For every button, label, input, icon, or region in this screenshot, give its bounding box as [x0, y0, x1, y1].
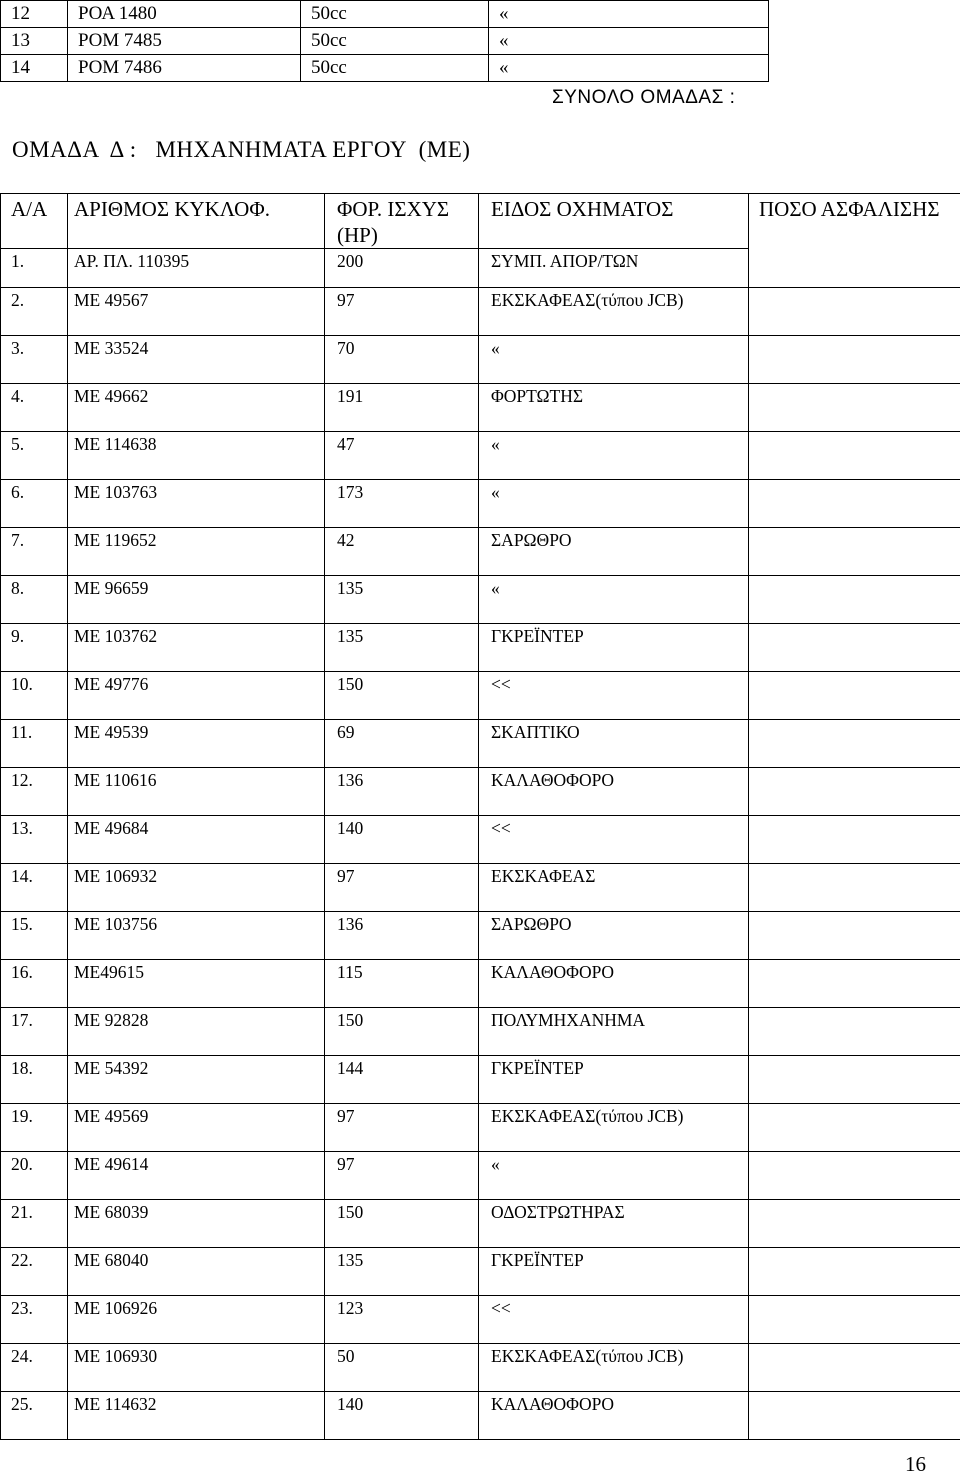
group-total-label: ΣΥΝΟΛΟ ΟΜΑΔΑΣ : — [552, 87, 735, 109]
registration-cell: ΜΕ 92828 — [68, 1008, 325, 1056]
registration-cell: ΜΕ 106926 — [68, 1296, 325, 1344]
insured-amount-cell — [749, 1056, 960, 1104]
horsepower-cell: 150 — [325, 1200, 479, 1248]
registration-cell: ΜΕ 49614 — [68, 1152, 325, 1200]
table-row — [1, 384, 960, 432]
engine-capacity-cell: 50cc — [301, 28, 489, 55]
registration-cell: ΜΕ 106932 — [68, 864, 325, 912]
row-num-cell: 13. — [1, 816, 68, 864]
row-num-cell: 12. — [1, 768, 68, 816]
previous-group-row — [1, 1, 769, 28]
table-row — [1, 576, 960, 624]
row-num-cell: 8. — [1, 576, 68, 624]
registration-cell: ΜΕ 49569 — [68, 1104, 325, 1152]
horsepower-cell: 42 — [325, 528, 479, 576]
insured-amount-cell — [749, 576, 960, 624]
registration-cell: ΡΟΜ 7485 — [68, 28, 301, 55]
registration-cell: ΜΕ 49539 — [68, 720, 325, 768]
insured-amount-cell — [749, 1104, 960, 1152]
vehicle-type-cell: ΦΟΡΤΩΤΗΣ — [479, 384, 749, 432]
vehicle-type-cell: ΣΥΜΠ. ΑΠΟΡ/ΤΩΝ — [479, 249, 749, 288]
table-row — [1, 1200, 960, 1248]
table-row — [1, 816, 960, 864]
row-num-cell: 22. — [1, 1248, 68, 1296]
horsepower-cell: 140 — [325, 1392, 479, 1440]
header-horsepower: ΦΟΡ. ΙΣΧΥΣ (HP) — [325, 194, 479, 249]
horsepower-cell: 135 — [325, 576, 479, 624]
insured-amount-cell — [749, 1296, 960, 1344]
insured-amount-cell — [749, 336, 960, 384]
row-num-cell: 4. — [1, 384, 68, 432]
header-registration: ΑΡΙΘΜΟΣ ΚΥΚΛΟΦ. — [68, 194, 325, 249]
row-num-cell: 9. — [1, 624, 68, 672]
row-num-cell: 25. — [1, 1392, 68, 1440]
insured-amount-cell — [749, 1392, 960, 1440]
horsepower-cell: 173 — [325, 480, 479, 528]
table-row — [1, 1104, 960, 1152]
row-num-cell: 1. — [1, 249, 68, 288]
previous-group-row — [1, 55, 769, 82]
horsepower-cell: 135 — [325, 1248, 479, 1296]
insured-amount-cell — [749, 864, 960, 912]
registration-cell: ΜΕ 103756 — [68, 912, 325, 960]
horsepower-cell: 97 — [325, 1152, 479, 1200]
engine-capacity-cell: 50cc — [301, 1, 489, 28]
registration-cell: ΜΕ 54392 — [68, 1056, 325, 1104]
vehicle-type-cell: ΕΚΣΚΑΦΕΑΣ(τύπου JCB) — [479, 1344, 749, 1392]
vehicle-type-cell: « — [479, 480, 749, 528]
vehicle-type-cell: « — [479, 336, 749, 384]
table-row — [1, 672, 960, 720]
row-num-cell: 15. — [1, 912, 68, 960]
vehicle-type-cell: << — [479, 1296, 749, 1344]
table-header-row — [1, 194, 960, 249]
insured-amount-cell — [749, 528, 960, 576]
header-vehicle-type: ΕΙΔΟΣ ΟΧΗΜΑΤΟΣ — [479, 194, 749, 249]
row-num-cell: 18. — [1, 1056, 68, 1104]
row-num-cell: 21. — [1, 1200, 68, 1248]
registration-cell: ΜΕ 103762 — [68, 624, 325, 672]
vehicle-type-cell: ΚΑΛΑΘΟΦΟΡΟ — [479, 1392, 749, 1440]
registration-cell: ΜΕ 106930 — [68, 1344, 325, 1392]
previous-group-table-wrap — [0, 0, 960, 82]
vehicle-type-cell: ΠΟΛΥΜΗΧΑΝΗΜΑ — [479, 1008, 749, 1056]
horsepower-cell: 123 — [325, 1296, 479, 1344]
previous-group-row — [1, 28, 769, 55]
row-num-cell: 7. — [1, 528, 68, 576]
vehicle-type-cell: ΚΑΛΑΘΟΦΟΡΟ — [479, 960, 749, 1008]
vehicle-type-cell: ΕΚΣΚΑΦΕΑΣ(τύπου JCB) — [479, 1104, 749, 1152]
vehicle-type-cell: « — [489, 1, 769, 28]
horsepower-cell: 50 — [325, 1344, 479, 1392]
registration-cell: ΜΕ 49567 — [68, 288, 325, 336]
table-row — [1, 1392, 960, 1440]
horsepower-cell: 144 — [325, 1056, 479, 1104]
insured-amount-cell — [749, 1248, 960, 1296]
vehicle-type-cell: ΣΚΑΠΤΙΚΟ — [479, 720, 749, 768]
vehicle-type-cell: ΕΚΣΚΑΦΕΑΣ — [479, 864, 749, 912]
vehicle-type-cell: ΣΑΡΩΘΡΟ — [479, 912, 749, 960]
table-row — [1, 1296, 960, 1344]
insured-amount-cell — [749, 768, 960, 816]
table-row — [1, 1008, 960, 1056]
vehicle-type-cell: ΓΚΡΕΪΝΤΕΡ — [479, 1056, 749, 1104]
vehicle-type-cell: ΓΚΡΕΪΝΤΕΡ — [479, 624, 749, 672]
insured-amount-cell — [749, 384, 960, 432]
row-num-cell: 17. — [1, 1008, 68, 1056]
vehicle-type-cell: « — [479, 1152, 749, 1200]
insured-amount-cell — [749, 960, 960, 1008]
registration-cell: ΜΕ 110616 — [68, 768, 325, 816]
insured-amount-cell — [749, 480, 960, 528]
row-num-cell: 20. — [1, 1152, 68, 1200]
table-row — [1, 480, 960, 528]
table-row — [1, 288, 960, 336]
registration-cell: ΜΕ 119652 — [68, 528, 325, 576]
table-row — [1, 624, 960, 672]
vehicle-type-cell: ΟΔΟΣΤΡΩΤΗΡΑΣ — [479, 1200, 749, 1248]
insured-amount-cell — [749, 1008, 960, 1056]
vehicle-type-cell: ΓΚΡΕΪΝΤΕΡ — [479, 1248, 749, 1296]
registration-cell: ΜΕ 33524 — [68, 336, 325, 384]
registration-cell: ΜΕ 49684 — [68, 816, 325, 864]
insured-amount-cell — [749, 720, 960, 768]
horsepower-cell: 136 — [325, 912, 479, 960]
registration-cell: ΜΕ 49776 — [68, 672, 325, 720]
insured-amount-cell — [749, 1200, 960, 1248]
row-num-cell: 5. — [1, 432, 68, 480]
horsepower-cell: 69 — [325, 720, 479, 768]
horsepower-cell: 97 — [325, 288, 479, 336]
engine-capacity-cell: 50cc — [301, 55, 489, 82]
machinery-table-wrap — [0, 193, 960, 1440]
horsepower-cell: 97 — [325, 864, 479, 912]
vehicle-type-cell: « — [489, 55, 769, 82]
row-num-cell: 6. — [1, 480, 68, 528]
horsepower-cell: 191 — [325, 384, 479, 432]
table-row — [1, 864, 960, 912]
registration-cell: ΜΕ49615 — [68, 960, 325, 1008]
row-num-cell: 14 — [1, 55, 68, 82]
row-num-cell: 19. — [1, 1104, 68, 1152]
machinery-table — [0, 193, 960, 1440]
insured-amount-cell — [749, 672, 960, 720]
registration-cell: ΜΕ 96659 — [68, 576, 325, 624]
vehicle-type-cell: ΕΚΣΚΑΦΕΑΣ(τύπου JCB) — [479, 288, 749, 336]
horsepower-cell: 70 — [325, 336, 479, 384]
vehicle-type-cell: « — [479, 576, 749, 624]
table-row — [1, 336, 960, 384]
table-row — [1, 912, 960, 960]
row-num-cell: 24. — [1, 1344, 68, 1392]
registration-cell: ΡΟΜ 7486 — [68, 55, 301, 82]
horsepower-cell: 140 — [325, 816, 479, 864]
horsepower-cell: 115 — [325, 960, 479, 1008]
vehicle-type-cell: << — [479, 816, 749, 864]
row-num-cell: 10. — [1, 672, 68, 720]
vehicle-type-cell: ΚΑΛΑΘΟΦΟΡΟ — [479, 768, 749, 816]
vehicle-type-cell: « — [489, 28, 769, 55]
table-row — [1, 720, 960, 768]
row-num-cell: 23. — [1, 1296, 68, 1344]
registration-cell: ΡΟΑ 1480 — [68, 1, 301, 28]
insured-amount-cell — [749, 432, 960, 480]
row-num-cell: 16. — [1, 960, 68, 1008]
insured-amount-cell — [749, 624, 960, 672]
table-row — [1, 960, 960, 1008]
vehicle-type-cell: ΣΑΡΩΘΡΟ — [479, 528, 749, 576]
row-num-cell: 11. — [1, 720, 68, 768]
horsepower-cell: 97 — [325, 1104, 479, 1152]
horsepower-cell: 136 — [325, 768, 479, 816]
insured-amount-cell — [749, 816, 960, 864]
registration-cell: ΜΕ 68040 — [68, 1248, 325, 1296]
horsepower-cell: 47 — [325, 432, 479, 480]
registration-cell: ΑΡ. ΠΛ. 110395 — [68, 249, 325, 288]
registration-cell: ΜΕ 114632 — [68, 1392, 325, 1440]
registration-cell: ΜΕ 103763 — [68, 480, 325, 528]
horsepower-cell: 135 — [325, 624, 479, 672]
previous-group-table — [0, 0, 769, 82]
registration-cell: ΜΕ 68039 — [68, 1200, 325, 1248]
row-num-cell: 13 — [1, 28, 68, 55]
group-heading: ΟΜΑΔΑ Δ : ΜΗΧΑΝΗΜΑΤΑ ΕΡΓΟΥ (ΜΕ) — [12, 137, 470, 163]
table-row — [1, 1056, 960, 1104]
header-num: Α/Α — [1, 194, 68, 249]
table-row — [1, 528, 960, 576]
table-row — [1, 768, 960, 816]
row-num-cell: 2. — [1, 288, 68, 336]
registration-cell: ΜΕ 114638 — [68, 432, 325, 480]
insured-amount-cell — [749, 1152, 960, 1200]
insured-amount-cell — [749, 288, 960, 336]
vehicle-type-cell: « — [479, 432, 749, 480]
table-row — [1, 1248, 960, 1296]
insured-amount-cell — [749, 1344, 960, 1392]
page-number: 16 — [905, 1452, 926, 1477]
horsepower-cell: 150 — [325, 1008, 479, 1056]
horsepower-cell: 200 — [325, 249, 479, 288]
table-row — [1, 1152, 960, 1200]
row-num-cell: 3. — [1, 336, 68, 384]
horsepower-cell: 150 — [325, 672, 479, 720]
header-insured-amount: ΠΟΣΟ ΑΣΦΑΛΙΣΗΣ — [749, 194, 960, 288]
registration-cell: ΜΕ 49662 — [68, 384, 325, 432]
table-row — [1, 1344, 960, 1392]
insured-amount-cell — [749, 912, 960, 960]
row-num-cell: 14. — [1, 864, 68, 912]
row-num-cell: 12 — [1, 1, 68, 28]
table-row — [1, 432, 960, 480]
vehicle-type-cell: << — [479, 672, 749, 720]
